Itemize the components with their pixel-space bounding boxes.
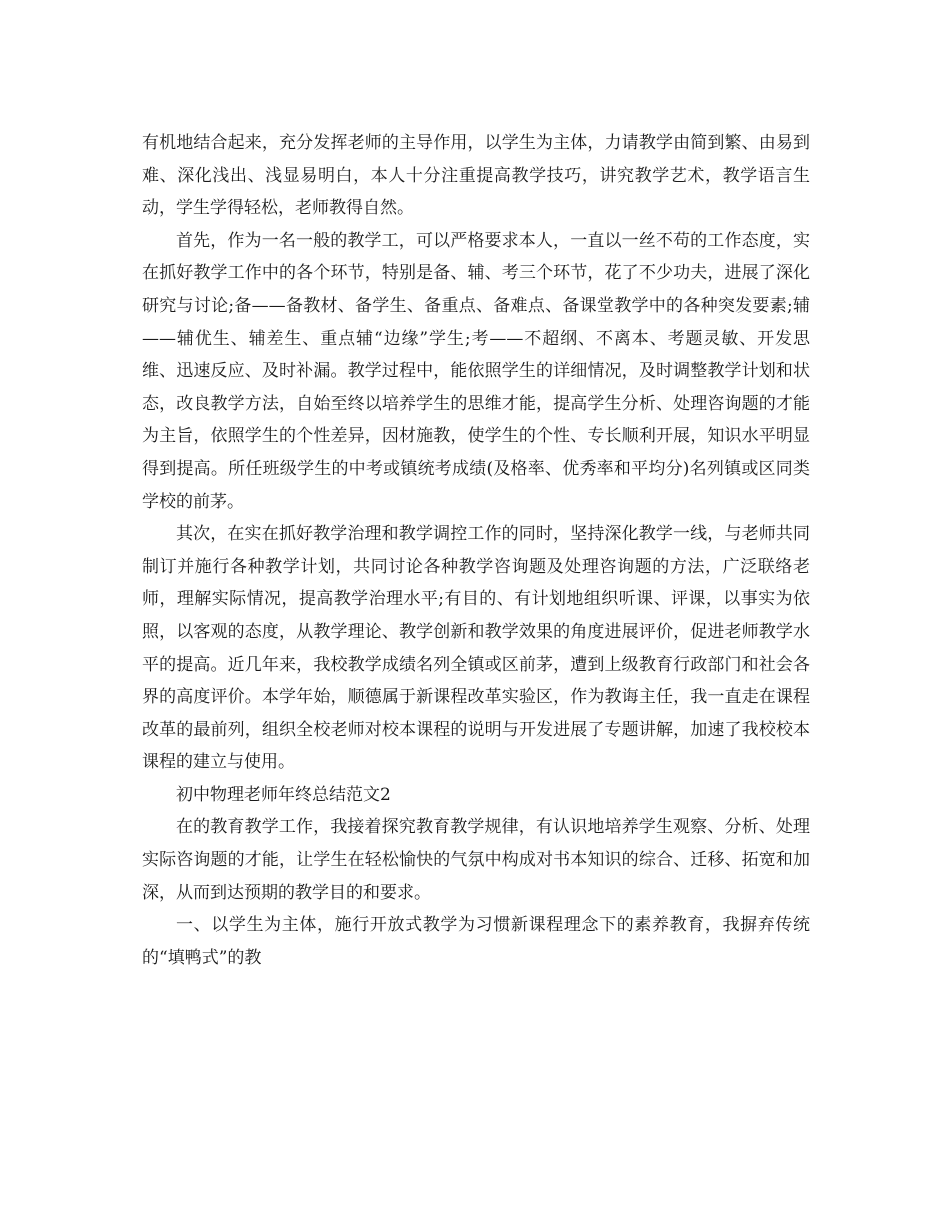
paragraph-3: 其次，在实在抓好教学治理和教学调控工作的同时，坚持深化教学一线，与老师共同制订并施行各种教学计划，共同讨论各种教学咨询题及处理咨询题的方法，广泛联络老师，理解实际情况，提高教学治理水平;有目的、有计划地组织听课、评课，以事实为依照，以客观的态度，从教学理论、教学创新和教学效果的角度进展评价，促进老师教学水平的提高。近几年来，我校教学成绩名列全镇或区前茅，遭到上级教育行政部门和社会各界的高度评价。本学年始，顺德属于新课程改革实验区，作为教诲主任，我一直走在课程改革的最前列，组织全校老师对校本课程的说明与开发进展了专题讲解，加速了我校校本课程的建立与使用。 [142,524,810,773]
section-heading: 初中物理老师年终总结范文2 [176,784,391,805]
paragraph-2: 首先，作为一名一般的教学工，可以严格要求本人，一直以一丝不苟的工作态度，实在抓好教学工作中的各个环节，特别是备、辅、考三个环节，花了不少功夫，进展了深化研究与讨论;备——备教材、备学生、备重点、备难点、备课堂教学中的各种突发要素;辅——辅优生、辅差生、重点辅“边缘”学生;考——不超纲、不离本、考题灵敏、开发思维、迅速反应、及时补漏。教学过程中，能依照学生的详细情况，及时调整教学计划和状态，改良教学方法，自始至终以培养学生的思维才能，提高学生分析、处理咨询题的才能为主旨，依照学生的个性差异，因材施教，使学生的个性、专长顺利开展，知识水平明显得到提高。所任班级学生的中考或镇统考成绩(及格率、优秀率和平均分)名列镇或区同类学校的前茅。 [142,230,810,512]
paragraph-6: 一、以学生为主体，施行开放式教学为习惯新课程理念下的素养教育，我摒弃传统的“填鸭式”的教 [142,915,810,968]
paragraph-5: 在的教育教学工作，我接着探究教育教学规律，有认识地培养学生观察、分析、处理实际咨询题的才能，让学生在轻松愉快的气氛中构成对书本知识的综合、迁移、拓宽和加深，从而到达预期的教学目的和要求。 [142,817,810,903]
paragraph-1: 有机地结合起来，充分发挥老师的主导作用，以学生为主体，力请教学由简到繁、由易到难、深化浅出、浅显易明白，本人十分注重提高教学技巧，讲究教学艺术，教学语言生动，学生学得轻松，老师教得自然。 [142,133,810,219]
document-body [142,127,810,974]
